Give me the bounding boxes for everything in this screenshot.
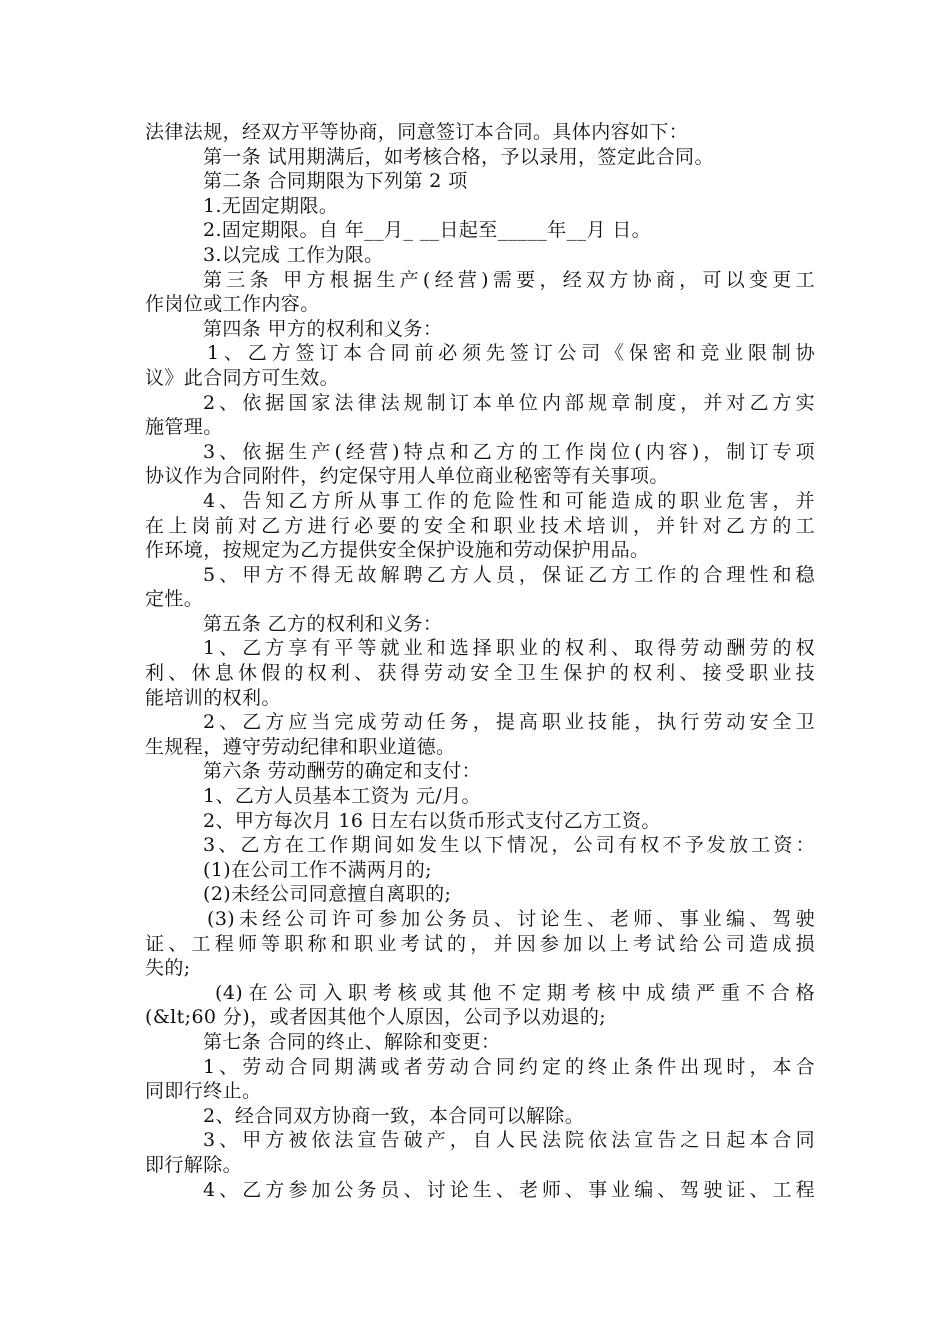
text-line: 2、经合同双方协商一致，本合同可以解除。 xyxy=(203,1104,585,1127)
contract-body-text xyxy=(145,120,815,1202)
text-line: 第二条 合同期限为下列第 2 项 xyxy=(203,170,468,193)
text-line: (&lt;60 分)，或者因其他个人原因，公司予以劝退的; xyxy=(145,1006,607,1029)
text-line: (1)在公司工作不满两月的; xyxy=(203,858,432,881)
text-line: 3.以完成 工作为限。 xyxy=(203,243,384,266)
text-line: 失的; xyxy=(145,957,191,980)
text-line: 5、甲方不得无故解聘乙方人员，保证乙方工作的合理性和稳 xyxy=(203,563,815,586)
text-line: 2、乙方应当完成劳动任务，提高职业技能，执行劳动安全卫 xyxy=(203,711,815,734)
text-line: 1.无固定期限。 xyxy=(203,194,339,217)
text-line: 第一条 试用期满后，如考核合格，予以录用，签定此合同。 xyxy=(203,145,714,168)
text-line: 2、依据国家法律法规制订本单位内部规章制度，并对乙方实 xyxy=(203,391,815,414)
text-line: 3、乙方在工作期间如发生以下情况，公司有权不予发放工资： xyxy=(203,834,815,857)
text-line: 议》此合同方可生效。 xyxy=(145,366,340,389)
text-line: 作环境，按规定为乙方提供安全保护设施和劳动保护用品。 xyxy=(145,539,650,562)
text-line: 3、依据生产(经营)特点和乙方的工作岗位(内容)，制订专项 xyxy=(203,440,815,463)
text-line: 第六条 劳动酬劳的确定和支付： xyxy=(203,760,482,783)
text-line: 证、工程师等职称和职业考试的，并因参加以上考试给公司造成损 xyxy=(145,932,815,955)
text-line: 第三条 甲方根据生产(经营)需要，经双方协商，可以变更工 xyxy=(203,268,815,291)
text-line: 1、乙方签订本合同前必须先签订公司《保密和竞业限制协 xyxy=(207,342,815,365)
text-line: 第七条 合同的终止、解除和变更： xyxy=(203,1030,501,1053)
text-line: 能培训的权利。 xyxy=(145,686,281,709)
text-line: 作岗位或工作内容。 xyxy=(145,293,320,316)
text-line: 在上岗前对乙方进行必要的安全和职业技术培训，并针对乙方的工 xyxy=(145,514,815,537)
text-line: 生规程，遵守劳动纪律和职业道德。 xyxy=(145,735,456,758)
text-line: 4、告知乙方所从事工作的危险性和可能造成的职业危害，并 xyxy=(203,489,815,512)
text-line: 1、乙方享有平等就业和选择职业的权利、取得劳动酬劳的权 xyxy=(203,637,815,660)
text-line: 2、甲方每次月 16 日左右以货币形式支付乙方工资。 xyxy=(203,809,661,832)
text-line: 3、甲方被依法宣告破产，自人民法院依法宣告之日起本合同 xyxy=(203,1129,815,1152)
text-line: (3)未经公司许可参加公务员、讨论生、老师、事业编、驾驶 xyxy=(207,908,815,930)
text-line: 利、休息休假的权利、获得劳动安全卫生保护的权利、接受职业技 xyxy=(145,662,815,685)
text-line: 定性。 xyxy=(145,588,204,611)
text-line: 1、乙方人员基本工资为 元/月。 xyxy=(203,785,481,808)
text-line: 协议作为合同附件，约定保守用人单位商业秘密等有关事项。 xyxy=(145,465,669,488)
text-line: 第四条 甲方的权利和义务： xyxy=(203,317,443,340)
text-line: 法律法规，经双方平等协商，同意签订本合同。具体内容如下： xyxy=(145,121,689,143)
text-line: 施管理。 xyxy=(145,416,223,439)
text-line: 4、乙方参加公务员、讨论生、老师、事业编、驾驶证、工程 xyxy=(203,1178,815,1201)
text-line: 即行解除。 xyxy=(145,1153,243,1176)
text-line: 第五条 乙方的权利和义务： xyxy=(203,612,443,635)
text-line: 1、劳动合同期满或者劳动合同约定的终止条件出现时，本合 xyxy=(203,1055,815,1078)
text-line: 同即行终止。 xyxy=(145,1080,262,1103)
text-line: (4)在公司入职考核或其他不定期考核中成绩严重不合格 xyxy=(215,981,815,1004)
text-line: 2.固定期限。自 年__月_ __日起至_____年__月 日。 xyxy=(203,219,652,242)
text-line: (2)未经公司同意擅自离职的; xyxy=(203,883,452,906)
